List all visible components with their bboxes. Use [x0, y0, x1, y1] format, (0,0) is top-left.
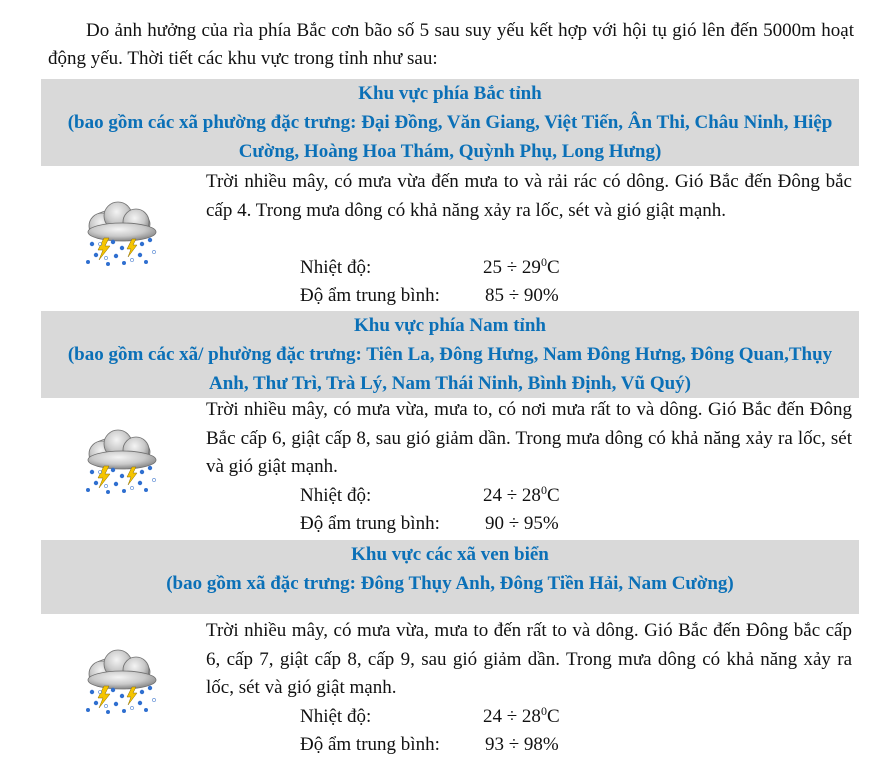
rain-thunderstorm-cloud-icon: [80, 428, 162, 498]
region-south-description: Trời nhiều mây, có mưa vừa, mưa to, có nơi mưa rất to và dông. Gió Bắc đến Đông Bắc cấp 6, giật cấp 8, sau gió giảm dần. Trong mưa dông có khả năng xảy ra lốc, sét và gió giật mạnh.: [206, 399, 852, 477]
temperature-value: $24 \div 28^0C$: [483, 704, 560, 727]
humidity-label: Độ ẩm trung bình:: [300, 285, 440, 306]
region-coastal-title: Khu vực các xã ven biển: [351, 544, 549, 565]
temperature-value: $24 \div 28^0C$: [483, 483, 560, 506]
region-coastal-header: [41, 540, 859, 614]
region-south-subtitle: (bao gồm các xã/ phường đặc trưng: Tiên La, Đông Hưng, Nam Đông Hưng, Đông Quan,Thụy Anh, Thư Trì, Trà Lý, Nam Thái Ninh, Bình Định, Vũ Quý): [67, 344, 833, 394]
region-north-description: Trời nhiều mây, có mưa vừa đến mưa to và rải rác có dông. Gió Bắc đến Đông bắc cấp 4. Trong mưa dông có khả năng xảy ra lốc, sét và gió giật mạnh.: [206, 171, 852, 221]
region-north-header: [41, 79, 859, 166]
rain-thunderstorm-cloud-icon: [80, 648, 162, 718]
region-south-header: [41, 311, 859, 398]
temperature-label: Nhiệt độ:: [300, 485, 372, 506]
intro-paragraph: Do ảnh hưởng của rìa phía Bắc cơn bão số 5 sau suy yếu kết hợp với hội tụ gió lên đến 5000m hoạt động yếu. Thời tiết các khu vực trong tỉnh như sau:: [48, 20, 854, 69]
region-coastal-subtitle: (bao gồm xã đặc trưng: Đông Thụy Anh, Đông Tiền Hải, Nam Cường): [166, 573, 734, 594]
region-north-title: Khu vực phía Bắc tỉnh: [358, 83, 542, 104]
humidity-label: Độ ẩm trung bình:: [300, 734, 440, 755]
humidity-label: Độ ẩm trung bình:: [300, 513, 440, 534]
temperature-value: $25 \div 29^0C$: [483, 255, 560, 278]
temperature-label: Nhiệt độ:: [300, 257, 372, 278]
humidity-value: 85 ÷ 90%: [485, 285, 559, 306]
region-north-subtitle: (bao gồm các xã phường đặc trưng: Đại Đồng, Văn Giang, Việt Tiến, Ân Thi, Châu Ninh, Hiệp Cường, Hoàng Hoa Thám, Quỳnh Phụ, Long Hưng): [67, 112, 833, 162]
humidity-value: 93 ÷ 98%: [485, 734, 559, 755]
rain-thunderstorm-cloud-icon: [80, 200, 162, 270]
region-coastal-description: Trời nhiều mây, có mưa vừa, mưa to đến rất to và dông. Gió Bắc đến Đông bắc cấp 6, cấp 7, giật cấp 8, cấp 9, sau gió giảm dần. Trong mưa dông có khả năng xảy ra lốc, sét và gió giật mạnh.: [206, 620, 852, 698]
temperature-label: Nhiệt độ:: [300, 706, 372, 727]
region-south-title: Khu vực phía Nam tỉnh: [354, 315, 546, 336]
humidity-value: 90 ÷ 95%: [485, 513, 559, 534]
